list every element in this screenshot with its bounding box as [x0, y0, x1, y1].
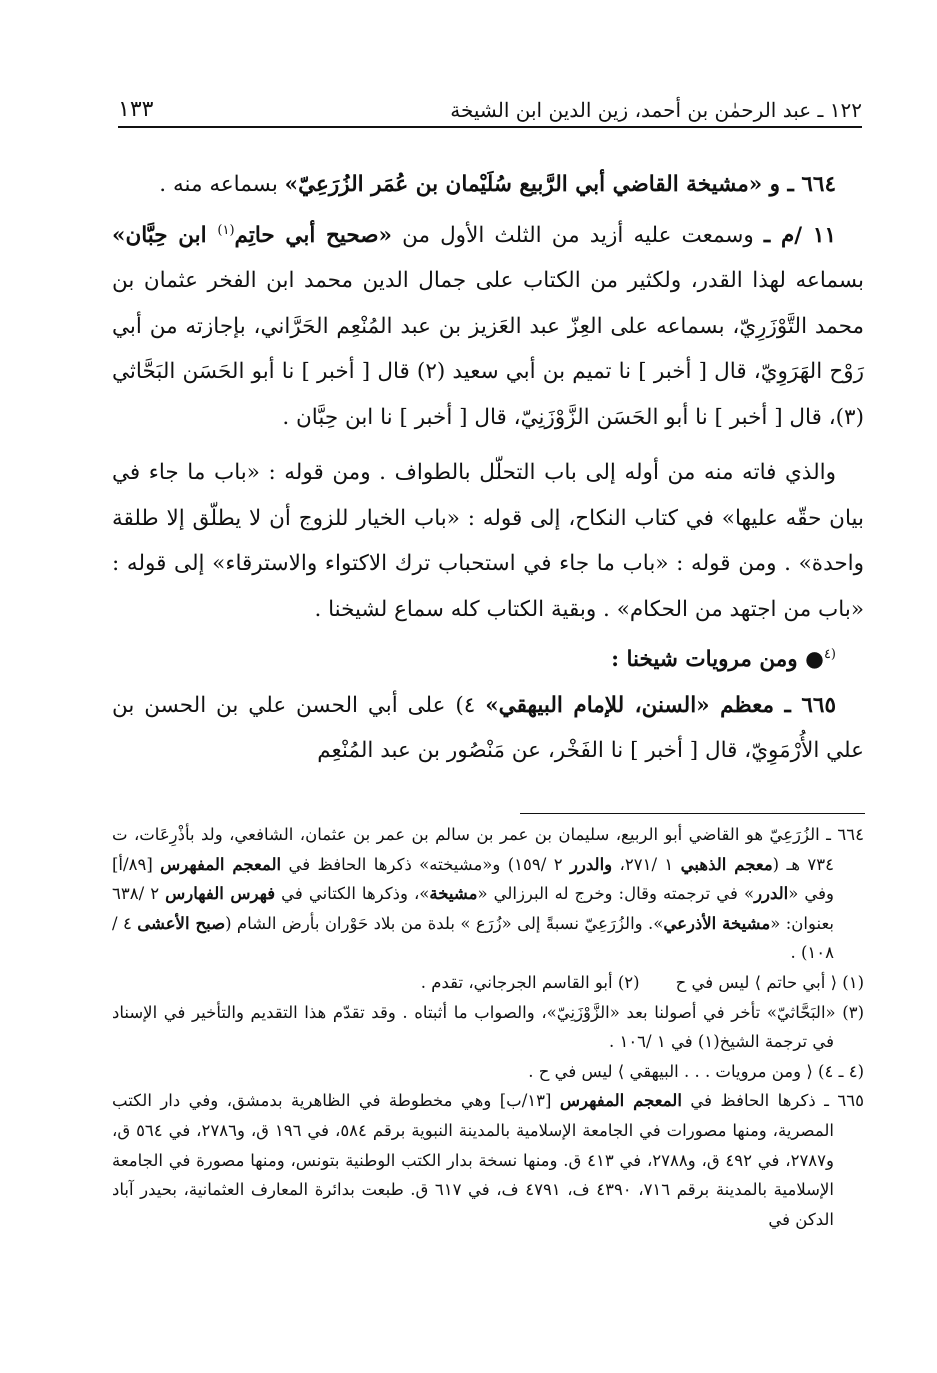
- footnote-664: [112, 820, 864, 968]
- entry-664: [112, 162, 864, 208]
- fn-bold: المعجم المفهرس: [559, 1091, 682, 1111]
- fn-text: [١٣/ب] وهي مخطوطة في الظاهرية بدمشق، وفي دار الكتب المصرية، ومنها مصورات في الجامعة الإسلامية بالمدينة النبوية برقم ٥٨٤، في ١٩٦ ق، و٢٧٨٦، في ٥٦٤ ق، و٢٧٨٧، في ٤٩٢ ق، و٢٧٨٨، في ٤١٣ ق. ومنها نسخة بدار الكتب الوطنية بتونس، ومنها مصورة في الجامعة الإسلامية بالمدينة برقم ٧١٦، ٤٣٩٠ ف، ٤٧٩١ ف، في ٦١٧ ق. طبعت بدائرة المعارف العثمانية، بحيدر آباد الدكن في: [112, 1091, 835, 1229]
- footnote-1: (١) ⟨ أبي حاتم ⟩ ليس في ح: [675, 972, 864, 992]
- footnote-4: (٤ ـ ٤) ⟨ ومن مرويات . . . البيهقي ⟩ ليس في ح .: [528, 1061, 864, 1081]
- entry-664-rest: بسماعه منه .: [159, 172, 285, 197]
- entry-665-rest: ٤) على أبي الحسن علي بن الحسن بن علي الأُرْمَوِيّ، قال [ أخبر ] نا الفَخْر، عن مَنْصُور بن عبد المُنْعِم: [112, 692, 864, 764]
- section-heading-text: ● ومن مرويات شيخنا :: [611, 647, 824, 673]
- fn-text: ٢ /٦٣٨ بعنوان: «: [112, 884, 835, 933]
- footnote-ref-4: (٤: [823, 647, 836, 663]
- main-text: [112, 162, 864, 774]
- fn-text: [٨٩/أ] وفي «: [112, 854, 835, 904]
- marginal-number: ١١ /م ـ: [763, 222, 836, 248]
- fn-bold: صبح الأعشى: [137, 913, 226, 933]
- footnote-ref-1: (١): [217, 222, 235, 238]
- footnote-3: (٣) «البَحَّاثيّ» تأخر في أصولنا بعد «الزَّوْزَنِيّ»، والصواب ما أثبتاه . وقد تقدّم هذا التقديم والتأخير في الإسناد في ترجمة الشيخ(١) في ١ /١٠٦ .: [112, 1002, 864, 1052]
- fn-bold: المعجم المفهرس: [160, 854, 282, 874]
- page-number: ١٣٣: [118, 97, 154, 122]
- fn-text: ٦٦٥ ـ ذكرها الحافظ في: [681, 1091, 865, 1111]
- entry-665-number: ٦٦٥ ـ معظم: [709, 692, 837, 718]
- footnote-1-2: [112, 968, 864, 998]
- footnote-divider: [520, 813, 865, 814]
- fn-text: ٤ /١٠٨) .: [112, 913, 834, 963]
- running-title: ١٢٢ ـ عبد الرحمٰن بن أحمد، زين الدين ابن الشيخة: [450, 98, 862, 122]
- book-title: «صحيح أبي حاتِم: [234, 222, 392, 248]
- fn-bold: والدرر: [569, 854, 613, 874]
- fn-bold: مشيخة: [429, 884, 478, 904]
- fn-text: ». والزُرَعِيّ نسبةً إلى «زُرَع » بلدة من بلاد حَوْران بأرض الشام (: [225, 913, 664, 933]
- fn-bold: فهرس الفهارس: [165, 884, 276, 904]
- fn-text: » في ترجمته وقال: وخرج له البرزالي «: [477, 884, 755, 904]
- footnote-665: [112, 1086, 864, 1234]
- fn-bold: معجم الذهبي: [680, 854, 773, 874]
- entry-sahih-ibn-hibban: [112, 208, 864, 441]
- entry-664-title: ٦٦٤ ـ و «مشيخة القاضي أبي الرَّبيع سُلَيْمان بن عُمَر الزُرَعِيّ»: [284, 172, 836, 197]
- footnote-2: (٢) أبو القاسم الجرجاني، تقدم .: [420, 972, 640, 992]
- fn-text: ٦٦٤ ـ الزُرَعِيّ هو القاضي أبو الربيع، سليمان بن عمر بن سالم بن عمر بن عثمان، الشافعي، ولد بأذْرِعَات، ت ٧٣٤ هـ (: [112, 825, 864, 874]
- entry-665-title: «السنن، للإمام البيهقي»: [485, 692, 710, 718]
- isnad-text: بسماعه لهذا القدر، ولكثير من الكتاب على جمال الدين محمد ابن الفخر عثمان بن محمد التَّوْزَرِيّ، بسماعه على العِزّ عبد العَزيز بن عبد المُنْعِم الحَرَّاني، بإجازته من أبي رَوْح الهَرَوِيّ، قال [ أخبر ] نا تميم بن أبي سعيد (٢) قال [ أخبر ] نا أبو الحَسَن البَحَّاثي (٣)، قال [ أخبر ] نا أبو الحَسَن الزَّوْزَنِيّ، قال [ أخبر ] نا ابن حِبَّان .: [112, 268, 864, 430]
- fn-text: ١ /٢٧١،: [612, 854, 681, 874]
- fn-bold: مشيخة الأذرعي: [663, 913, 771, 933]
- missed-portion-paragraph: والذي فاته منه من أوله إلى باب التحلّل بالطواف . ومن قوله : «باب ما جاء في بيان حقّه عليها» في كتاب النكاح، إلى قوله : «باب الخيار للزوج أن لا يطلّق إلا طلقة واحدة» . ومن قوله : «باب ما جاء في استحباب ترك الاكتواء والاسترقاء» إلى قوله : «باب من اجتهد من الحكام» . وبقية الكتاب كله سماع لشيخنا .: [112, 460, 864, 622]
- text-run: وسمعت عليه أزيد من الثلث الأول من: [391, 222, 764, 248]
- footnotes: [112, 820, 864, 1234]
- section-heading: [112, 632, 864, 683]
- fn-text: ٢ /١٥٩) و«مشيخته» ذكرها الحافظ في: [281, 854, 570, 874]
- page-header: [118, 78, 862, 128]
- book-title-cont: ابن حِبَّان»: [112, 222, 218, 248]
- fn-text: »، وذكرها الكتاني في: [275, 884, 430, 904]
- fn-bold: الدرر: [754, 884, 789, 904]
- entry-665: [112, 683, 864, 774]
